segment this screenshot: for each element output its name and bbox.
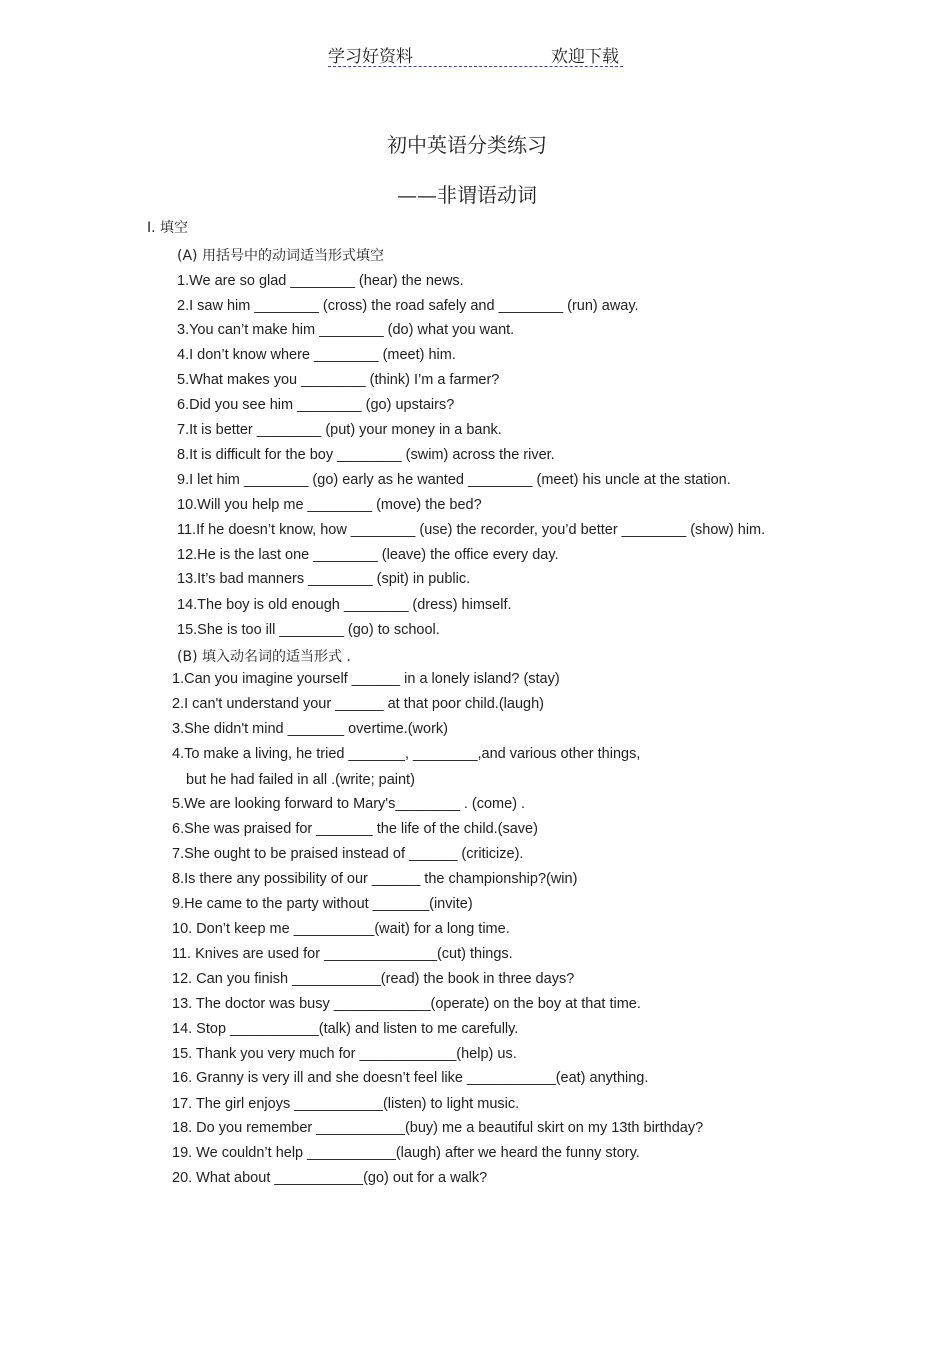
exercise-a-item: 2.I saw him ________ (cross) the road safely and ________ (run) away. bbox=[177, 298, 639, 314]
exercise-a-item: 15.She is too ill ________ (go) to school. bbox=[177, 622, 440, 638]
exercise-b-item: 12. Can you finish ___________(read) the book in three days? bbox=[172, 971, 575, 987]
header-left-text: 学习好资料 bbox=[328, 47, 413, 67]
exercise-b-item: 7.She ought to be praised instead of ______ (criticize). bbox=[172, 846, 524, 862]
exercise-b-item: 10. Don’t keep me __________(wait) for a long time. bbox=[172, 921, 510, 937]
exercise-b-item: 4.To make a living, he tried _______, ________,and various other things, bbox=[172, 746, 641, 762]
exercise-b-item: 18. Do you remember ___________(buy) me a beautiful skirt on my 13th birthday? bbox=[172, 1120, 704, 1136]
exercise-a-item: 14.The boy is old enough ________ (dress) himself. bbox=[177, 597, 512, 613]
exercise-a-item: 1.We are so glad ________ (hear) the news. bbox=[177, 273, 464, 289]
exercise-a-item: 12.He is the last one ________ (leave) the office every day. bbox=[177, 547, 559, 563]
exercise-a-item: 4.I don’t know where ________ (meet) him. bbox=[177, 347, 456, 363]
exercise-b-item: 14. Stop ___________(talk) and listen to me carefully. bbox=[172, 1021, 519, 1037]
exercise-b-item: 9.He came to the party without _______(invite) bbox=[172, 896, 473, 912]
exercise-a-item: 13.It’s bad manners ________ (spit) in public. bbox=[177, 571, 471, 587]
exercise-b-item: 19. We couldn’t help ___________(laugh) after we heard the funny story. bbox=[172, 1145, 640, 1161]
page-header bbox=[328, 40, 623, 67]
exercise-b-item: 2.I can't understand your ______ at that poor child.(laugh) bbox=[172, 696, 544, 712]
exercise-a-item: 8.It is difficult for the boy ________ (swim) across the river. bbox=[177, 447, 555, 463]
exercise-a-item: 5.What makes you ________ (think) I’m a farmer? bbox=[177, 372, 500, 388]
header-right-text: 欢迎下载 bbox=[551, 47, 619, 67]
exercise-a-item: 10.Will you help me ________ (move) the bed? bbox=[177, 497, 482, 513]
exercise-b-item: 8.Is there any possibility of our ______ the championship?(win) bbox=[172, 871, 578, 887]
exercise-b-item: 11. Knives are used for ______________(cut) things. bbox=[172, 946, 513, 962]
exercise-b-item: 6.She was praised for _______ the life of the child.(save) bbox=[172, 821, 538, 837]
exercise-a-item: 7.It is better ________ (put) your money in a bank. bbox=[177, 422, 502, 438]
exercise-a-item: 6.Did you see him ________ (go) upstairs? bbox=[177, 397, 455, 413]
exercise-b-item: 3.She didn't mind _______ overtime.(work) bbox=[172, 721, 448, 737]
exercise-b-item: 17. The girl enjoys ___________(listen) to light music. bbox=[172, 1096, 520, 1112]
part-a-heading: (A) 用括号中的动词适当形式填空 bbox=[177, 248, 384, 264]
document-title: 初中英语分类练习 bbox=[387, 133, 547, 157]
part-b-heading: (B) 填入动名词的适当形式 . bbox=[177, 649, 351, 665]
section-heading: Ⅰ. 填空 bbox=[147, 220, 189, 236]
exercise-b-item: 5.We are looking forward to Mary's________ . (come) . bbox=[172, 796, 526, 812]
exercise-b-item: 20. What about ___________(go) out for a walk? bbox=[172, 1170, 488, 1186]
exercise-b-item: 13. The doctor was busy ____________(operate) on the boy at that time. bbox=[172, 996, 641, 1012]
exercise-a-item: 11.If he doesn’t know, how ________ (use) the recorder, you’d better ________ (show) him. bbox=[177, 522, 766, 538]
exercise-b-item: 15. Thank you very much for ____________(help) us. bbox=[172, 1046, 517, 1062]
exercise-b-item: 1.Can you imagine yourself ______ in a lonely island? (stay) bbox=[172, 671, 560, 687]
exercise-a-item: 3.You can’t make him ________ (do) what you want. bbox=[177, 322, 515, 338]
exercise-b-item: 16. Granny is very ill and she doesn’t feel like ___________(eat) anything. bbox=[172, 1070, 649, 1086]
exercise-b-item-continuation: but he had failed in all .(write; paint) bbox=[186, 772, 415, 788]
exercise-a-item: 9.I let him ________ (go) early as he wanted ________ (meet) his uncle at the station. bbox=[177, 472, 731, 488]
document-subtitle: ——非谓语动词 bbox=[397, 183, 537, 207]
